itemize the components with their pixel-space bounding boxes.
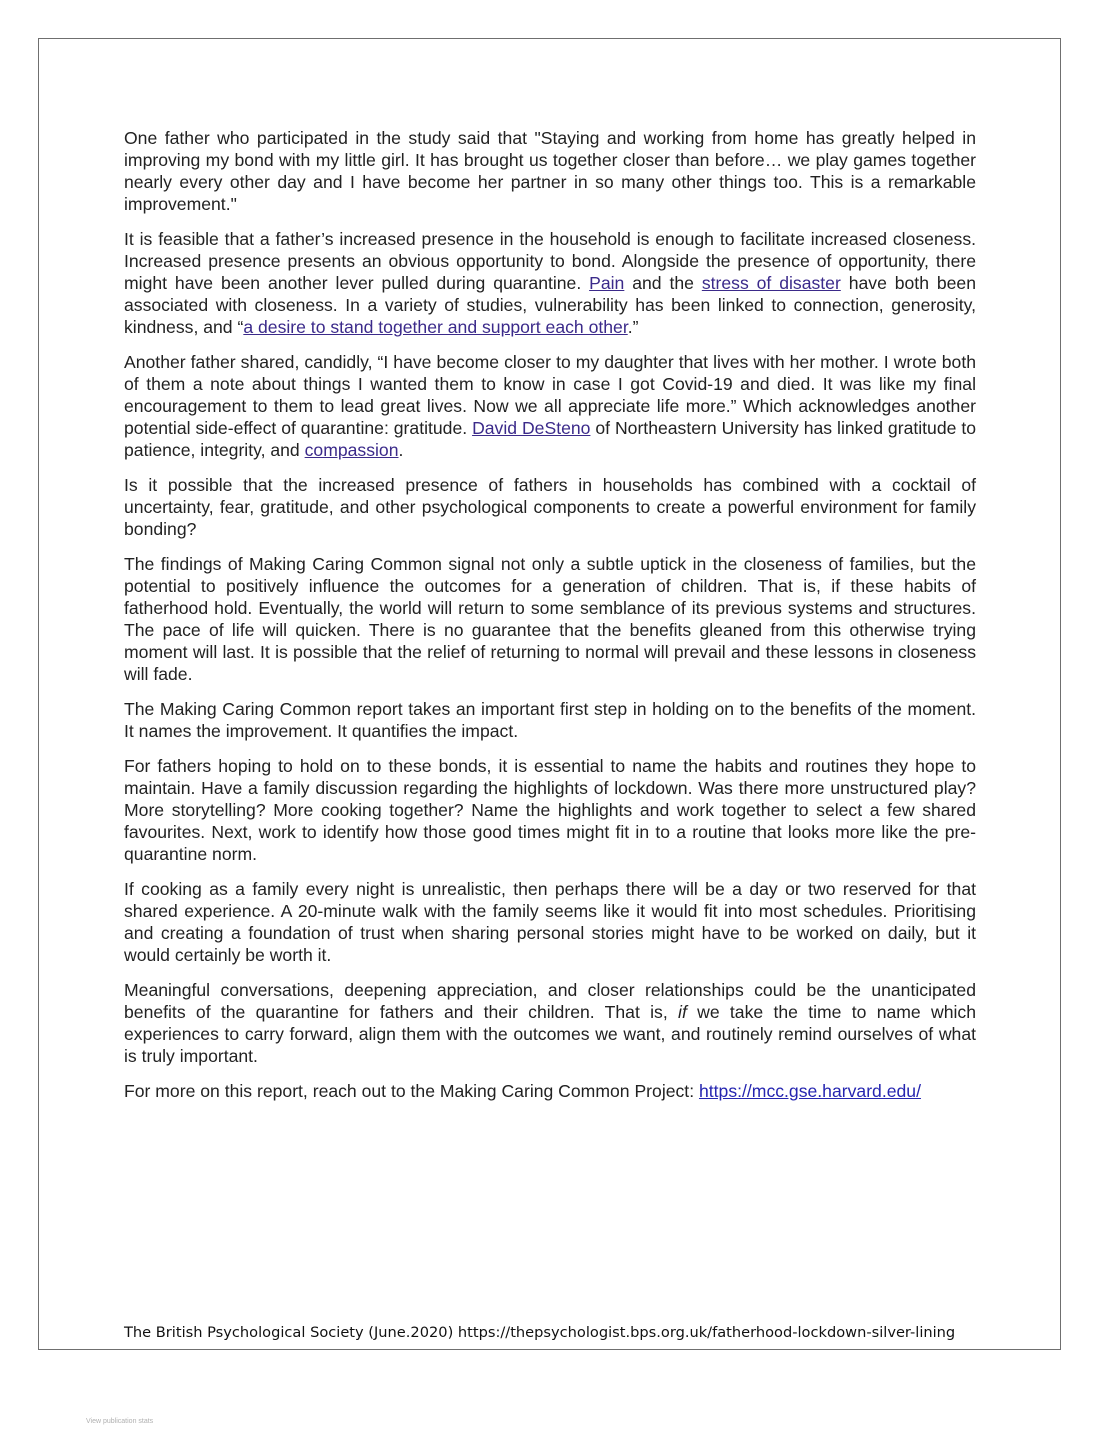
paragraph-3-text-2: of Northeastern University has linked gratitude to patience, integrity, and — [124, 418, 976, 460]
paragraph-2-text-3: have both been associated with closeness. In a variety of studies, vulnerability has been linked to connection, generosity, kindness, and “ — [124, 273, 977, 337]
paragraph-2 — [124, 228, 976, 338]
paragraph-9-text-1: Meaningful conversations, deepening appreciation, and closer relationships could be the unanticipated benefits of the quarantine for fathers and their children. That is, — [124, 980, 976, 1022]
paragraph-2-text-2: and the — [624, 273, 702, 293]
paragraph-6: The Making Caring Common report takes an important first step in holding on to the benefits of the moment. It names the improvement. It quantifies the impact. — [124, 699, 976, 741]
link-stress-of-disaster[interactable]: stress of disaster — [701, 273, 841, 293]
view-publication-stats-link[interactable]: View publication stats — [86, 1418, 154, 1425]
paragraph-10 — [124, 1080, 976, 1102]
paragraph-9 — [124, 979, 976, 1067]
link-compassion[interactable]: compassion — [304, 440, 399, 460]
link-desire-to-stand-together[interactable]: a desire to stand together and support each other — [243, 317, 628, 337]
footer-citation: The British Psychological Society (June.2020) https://thepsychologist.bps.org.uk/fatherhood-lockdown-silver-lining — [124, 1324, 956, 1341]
article-body — [124, 127, 976, 1115]
link-mcc-harvard[interactable]: https://mcc.gse.harvard.edu/ — [698, 1081, 921, 1101]
paragraph-10-text-1: For more on this report, reach out to the Making Caring Common Project: — [124, 1081, 699, 1101]
paragraph-2-text-1: It is feasible that a father’s increased presence in the household is enough to facilitate increased closeness. Increased presence presents an obvious opportunity to bond. Alongside the presence of opportunity, there might have been another lever pulled during quarantine. — [124, 229, 976, 293]
link-david-desteno[interactable]: David DeSteno — [472, 418, 591, 438]
link-pain[interactable]: Pain — [589, 273, 625, 293]
paragraph-1: One father who participated in the study said that "Staying and working from home has greatly helped in improving my bond with my little girl. It has brought us together closer than before… we play games together nearly every other day and I have become her partner in so many other things too. This is a remarkable improvement." — [124, 128, 976, 214]
paragraph-7: For fathers hoping to hold on to these bonds, it is essential to name the habits and routines they hope to maintain. Have a family discussion regarding the highlights of lockdown. Was there more unstructured play? More storytelling? More cooking together? Name the highlights and work together to select a few shared favourites. Next, work to identify how those good times might fit in to a routine that looks more like the pre-quarantine norm. — [124, 756, 976, 864]
paragraph-3 — [124, 351, 976, 461]
paragraph-9-text-2: we take the time to name which experiences to carry forward, align them with the outcomes we want, and routinely remind ourselves of what is truly important. — [124, 1002, 976, 1066]
paragraph-4: Is it possible that the increased presence of fathers in households has combined with a cocktail of uncertainty, fear, gratitude, and other psychological components to create a powerful environment for family bonding? — [124, 475, 976, 539]
paragraph-8: If cooking as a family every night is unrealistic, then perhaps there will be a day or two reserved for that shared experience. A 20-minute walk with the family seems like it would fit into most schedules. Prioritising and creating a foundation of trust when sharing personal stories might have to be worked on daily, but it would certainly be worth it. — [124, 879, 976, 965]
paragraph-3-text-3: . — [398, 440, 404, 460]
paragraph-9-emphasis: if — [678, 1002, 687, 1022]
paragraph-2-text-4: .” — [627, 317, 639, 337]
paragraph-3-text-1: Another father shared, candidly, “I have become closer to my daughter that lives with her mother. I wrote both of them a note about things I wanted them to know in case I got Covid-19 and died. It was like my final encouragement to them to lead great lives. Now we all appreciate life more.” Which acknowledges another potential side-effect of quarantine: gratitude. — [124, 352, 976, 438]
paragraph-5: The findings of Making Caring Common signal not only a subtle uptick in the closeness of families, but the potential to positively influence the outcomes for a generation of children. That is, if these habits of fatherhood hold. Eventually, the world will return to some semblance of its previous systems and structures. The pace of life will quicken. There is no guarantee that the benefits gleaned from this otherwise trying moment will last. It is possible that the relief of returning to normal will prevail and these lessons in closeness will fade. — [124, 554, 976, 684]
